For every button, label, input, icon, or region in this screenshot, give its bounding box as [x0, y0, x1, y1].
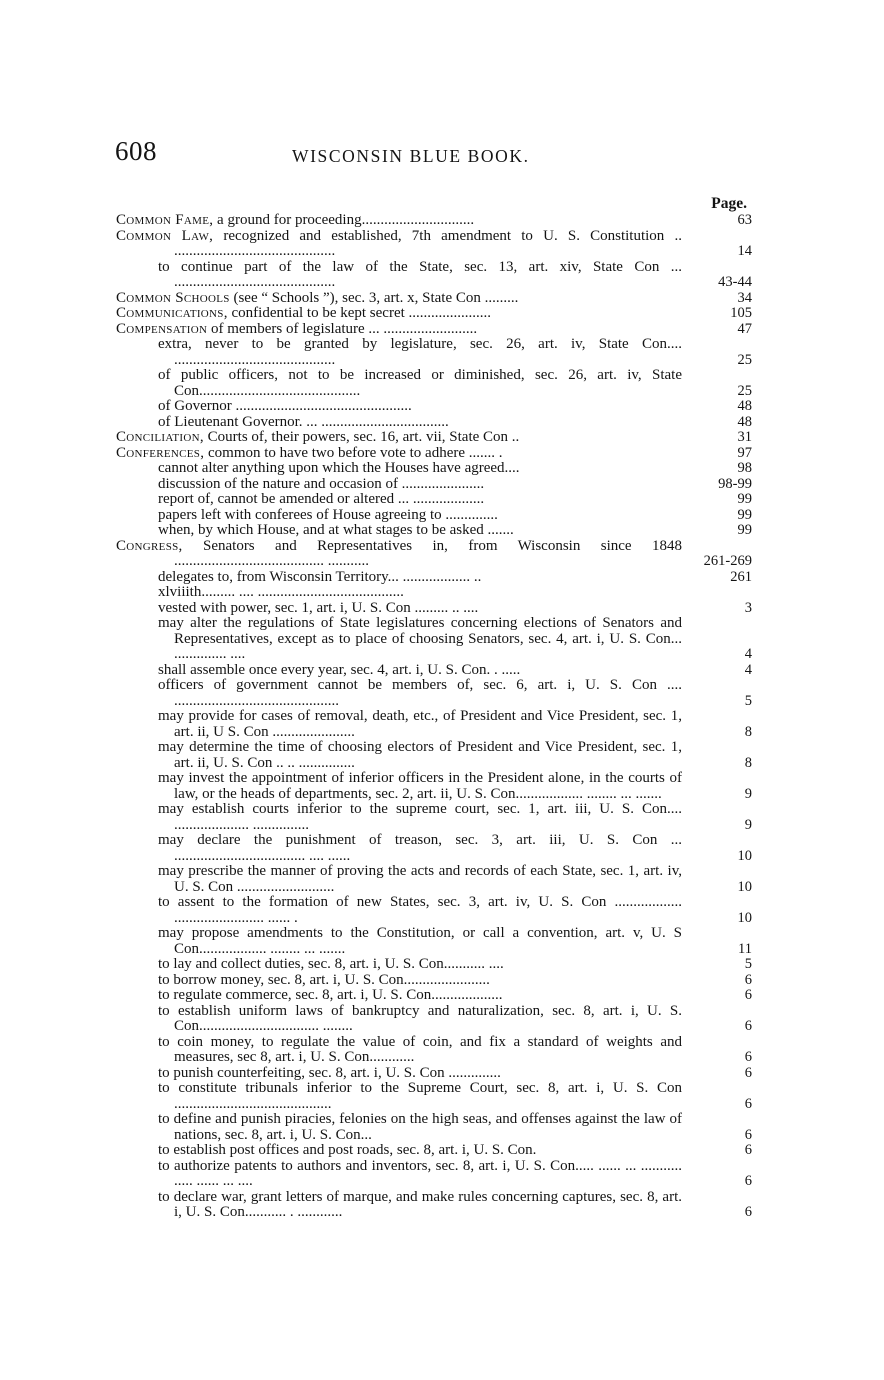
entry-text	[116, 1081, 682, 1112]
entry-page-ref: 98	[737, 460, 752, 476]
entry-page-ref: 14	[737, 243, 752, 259]
entry-description: may propose amendments to the Constitution, or call a convention, art. v, U. S Con.................. ........ ... .......	[158, 925, 682, 957]
entry-description: to regulate commerce, sec. 8, art. i, U. S. Con...................	[158, 987, 503, 1003]
entry-text	[116, 322, 682, 338]
index-subentry	[116, 1143, 752, 1159]
entry-page-ref: 25	[737, 351, 752, 368]
entry-description: to lay and collect duties, sec. 8, art. i, U. S. Con........... ....	[158, 956, 504, 972]
entry-text	[116, 585, 682, 601]
entry-text	[116, 1190, 682, 1221]
entry-description: delegates to, from Wisconsin Territory... .................. ..	[158, 568, 482, 585]
index-subentry	[116, 1112, 752, 1143]
entry-page-ref: 47	[737, 320, 752, 337]
index-entry	[116, 539, 752, 570]
entry-text	[116, 430, 682, 446]
entry-text	[116, 1066, 682, 1082]
entry-page-ref: 261-269	[703, 553, 752, 569]
entry-text	[116, 1143, 682, 1159]
entry-text	[116, 229, 682, 260]
entry-page-ref: 10	[737, 847, 752, 864]
index-subentry	[116, 833, 752, 864]
running-title: WISCONSIN BLUE BOOK.	[292, 146, 530, 166]
entry-description: to constitute tribunals inferior to the Supreme Court, sec. 8, art. i, U. S. Con ..........................................	[158, 1080, 682, 1112]
index-entries	[116, 213, 752, 1221]
entry-description: recognized and established, 7th amendment to U. S. Constitution .. ...........................................	[174, 227, 682, 259]
entry-page-ref: 5	[744, 692, 752, 709]
entry-term: Common Fame,	[116, 212, 214, 228]
entry-text	[116, 988, 682, 1004]
entry-description: cannot alter anything upon which the Houses have agreed....	[158, 460, 520, 476]
entry-description: to authorize patents to authors and inventors, sec. 8, art. i, U. S. Con..... ...... ... ........... ..... ...... ... ....	[158, 1157, 682, 1189]
entry-text	[116, 446, 682, 462]
index-subentry	[116, 973, 752, 989]
entry-description: to establish post offices and post roads, sec. 8, art. i, U. S. Con.	[158, 1142, 537, 1158]
entry-page-ref: 11	[738, 940, 752, 957]
entry-text	[116, 337, 682, 368]
entry-text	[116, 973, 682, 989]
entry-description: Courts of, their powers, sec. 16, art. vii, State Con ..	[203, 429, 520, 445]
entry-description: discussion of the nature and occasion of ......................	[158, 475, 485, 492]
entry-text	[116, 709, 682, 740]
entry-page-ref: 6	[744, 1126, 752, 1143]
entry-description: shall assemble once every year, sec. 4, art. i, U. S. Con. . .....	[158, 661, 521, 678]
index-section	[116, 194, 752, 1221]
index-subentry	[116, 461, 752, 477]
entry-term: Congress,	[116, 537, 183, 554]
index-subentry	[116, 616, 752, 663]
entry-description: xlviiith......... .... .......................................	[158, 584, 404, 600]
entry-text	[116, 1159, 682, 1190]
index-subentry	[116, 802, 752, 833]
index-subentry	[116, 1035, 752, 1066]
entry-text	[116, 926, 682, 957]
index-subentry	[116, 415, 752, 431]
entry-description: to define and punish piracies, felonies on the high seas, and offenses against the law of nations, sec. 8, art. i, U. S. Con...	[158, 1111, 682, 1143]
entry-text	[116, 1112, 682, 1143]
entry-description: when, by which House, and at what stages to be asked .......	[158, 522, 514, 538]
entry-description: extra, never to be granted by legislature, sec. 26, art. iv, State Con.... ...........................................	[158, 336, 682, 368]
index-subentry	[116, 1066, 752, 1082]
entry-description: common to have two before vote to adhere ....... .	[204, 444, 503, 461]
entry-page-ref: 99	[737, 491, 752, 507]
entry-page-ref: 8	[744, 754, 752, 771]
index-entry	[116, 291, 752, 307]
entry-page-ref: 48	[737, 413, 752, 430]
entry-description: to punish counterfeiting, sec. 8, art. i, U. S. Con ..............	[158, 1064, 501, 1081]
page-number: 608	[115, 136, 157, 166]
entry-page-ref: 31	[737, 429, 752, 445]
index-entry	[116, 306, 752, 322]
entry-page-ref: 99	[737, 522, 752, 538]
entry-page-ref: 6	[744, 1173, 752, 1189]
entry-page-ref: 105	[730, 305, 752, 321]
index-subentry	[116, 678, 752, 709]
entry-text	[116, 771, 682, 802]
index-subentry	[116, 477, 752, 493]
entry-page-ref: 6	[744, 1095, 752, 1112]
entry-text	[116, 1035, 682, 1066]
entry-page-ref: 6	[744, 987, 752, 1003]
entry-term: Common Schools	[116, 289, 230, 306]
entry-text	[116, 1004, 682, 1035]
entry-description: may determine the time of choosing electors of President and Vice President, sec. 1, art. ii, U. S. Con .. .. ...............	[158, 739, 682, 771]
entry-text	[116, 477, 682, 493]
entry-page-ref: 43-44	[718, 274, 752, 290]
entry-page-ref: 25	[737, 382, 752, 399]
entry-text	[116, 399, 682, 415]
entry-text	[116, 663, 682, 679]
entry-description: to declare war, grant letters of marque, and make rules concerning captures, sec. 8, art. i, U. S. Con........... . ............	[158, 1188, 682, 1220]
entry-description: confidential to be kept secret ......................	[227, 305, 492, 321]
index-entry	[116, 430, 752, 446]
entry-page-ref: 5	[744, 956, 752, 972]
entry-term: Compensation	[116, 320, 208, 337]
entry-description: to assent to the formation of new States, sec. 3, art. iv, U. S. Con .................. ........................ ...... .	[158, 894, 682, 926]
entry-text	[116, 601, 682, 617]
index-subentry	[116, 508, 752, 524]
entry-text	[116, 802, 682, 833]
entry-description: may alter the regulations of State legislatures concerning elections of Senators and Representatives, except as to place of choosing Senators, sec. 4, art. i, U. S. Con... .............. ....	[158, 615, 682, 662]
entry-description: may prescribe the manner of proving the acts and records of each State, sec. 1, art. iv, U. S. Con ..........................	[158, 863, 682, 895]
entry-text	[116, 833, 682, 864]
entry-description: papers left with conferees of House agreeing to ..............	[158, 506, 498, 523]
entry-page-ref: 9	[744, 816, 752, 833]
entry-page-ref: 10	[737, 878, 752, 895]
entry-page-ref: 10	[737, 909, 752, 926]
entry-text	[116, 864, 682, 895]
index-entry	[116, 446, 752, 462]
entry-page-ref: 6	[744, 1049, 752, 1065]
entry-text	[116, 895, 682, 926]
entry-description: to coin money, to regulate the value of coin, and fix a standard of weights and measures, sec 8, art. i, U. S. Con............	[158, 1033, 682, 1065]
index-subentry	[116, 663, 752, 679]
entry-page-ref: 97	[737, 444, 752, 461]
index-subentry	[116, 957, 752, 973]
entry-description: of Governor ...............................................	[158, 398, 412, 414]
index-subentry	[116, 1190, 752, 1221]
index-entry	[116, 229, 752, 260]
entry-term: Conciliation,	[116, 429, 204, 445]
entry-description: to continue part of the law of the State, sec. 13, art. xiv, State Con ... ...........................................	[158, 258, 682, 290]
index-subentry	[116, 864, 752, 895]
index-entry	[116, 213, 752, 229]
entry-description: of public officers, not to be increased or diminished, sec. 26, art. iv, State Con...........................................	[158, 367, 682, 399]
entry-page-ref: 261	[730, 568, 752, 585]
entry-text	[116, 740, 682, 771]
index-subentry	[116, 523, 752, 539]
entry-page-ref: 48	[737, 398, 752, 414]
entry-description: report of, cannot be amended or altered ... ...................	[158, 491, 485, 507]
index-subentry	[116, 601, 752, 617]
entry-page-ref: 63	[737, 212, 752, 228]
entry-page-ref: 6	[744, 1142, 752, 1158]
index-subentry	[116, 368, 752, 399]
entry-page-ref: 99	[737, 506, 752, 523]
index-subentry	[116, 492, 752, 508]
entry-text	[116, 415, 682, 431]
entry-page-ref: 3	[744, 599, 752, 616]
entry-page-ref: 6	[744, 1018, 752, 1034]
index-subentry	[116, 585, 752, 601]
entry-page-ref: 6	[744, 1064, 752, 1081]
entry-text	[116, 508, 682, 524]
index-subentry	[116, 709, 752, 740]
entry-page-ref: 6	[744, 971, 752, 988]
index-subentry	[116, 1159, 752, 1190]
entry-page-ref: 9	[744, 785, 752, 802]
entry-page-ref: 34	[737, 289, 752, 306]
index-subentry	[116, 399, 752, 415]
entry-page-ref: 98-99	[718, 475, 752, 492]
entry-text	[116, 616, 682, 663]
entry-description: a ground for proceeding..............................	[213, 212, 475, 228]
entry-page-ref: 6	[744, 1204, 752, 1220]
index-subentry	[116, 570, 752, 586]
entry-term: Communications,	[116, 305, 228, 321]
entry-description: may invest the appointment of inferior officers in the President alone, in the courts of law, or the heads of departments, sec. 2, art. ii, U. S. Con.................. ........ ... .......	[158, 770, 682, 802]
index-subentry	[116, 260, 752, 291]
index-subentry	[116, 895, 752, 926]
entry-text	[116, 260, 682, 291]
entry-page-ref: 8	[744, 723, 752, 740]
entry-text	[116, 957, 682, 973]
entry-description: may establish courts inferior to the supreme court, sec. 1, art. iii, U. S. Con.... .................... ...............	[158, 801, 682, 833]
entry-text	[116, 492, 682, 508]
entry-description: may declare the punishment of treason, sec. 3, art. iii, U. S. Con ... ................................... .... ......	[158, 832, 682, 864]
entry-description: vested with power, sec. 1, art. i, U. S. Con ......... .. ....	[158, 599, 479, 616]
entry-description: officers of government cannot be members of, sec. 6, art. i, U. S. Con .... ............................................	[158, 677, 682, 709]
index-subentry	[116, 988, 752, 1004]
index-entry	[116, 322, 752, 338]
entry-description: of members of legislature ... .........................	[207, 320, 478, 337]
entry-description: to borrow money, sec. 8, art. i, U. S. Con.......................	[158, 971, 490, 988]
entry-text	[116, 570, 682, 586]
entry-text	[116, 678, 682, 709]
page-column-header: Page.	[711, 195, 747, 212]
entry-description: may provide for cases of removal, death, etc., of President and Vice President, sec. 1, art. ii, U S. Con ......................	[158, 708, 682, 740]
index-subentry	[116, 1004, 752, 1035]
entry-page-ref: 4	[744, 661, 752, 678]
index-subentry	[116, 1081, 752, 1112]
entry-page-ref: 4	[744, 646, 752, 662]
entry-description: of Lieutenant Governor. ... ..................................	[158, 413, 449, 430]
entry-text	[116, 368, 682, 399]
entry-description: Senators and Representatives in, from Wisconsin since 1848 ........................................ ...........	[174, 537, 682, 569]
entry-text	[116, 461, 682, 477]
entry-term: Conferences,	[116, 444, 205, 461]
entry-text	[116, 523, 682, 539]
index-subentry	[116, 926, 752, 957]
entry-text	[116, 213, 682, 229]
entry-text	[116, 291, 682, 307]
entry-text	[116, 539, 682, 570]
index-subentry	[116, 740, 752, 771]
index-subentry	[116, 337, 752, 368]
index-subentry	[116, 771, 752, 802]
entry-description: to establish uniform laws of bankruptcy and naturalization, sec. 8, art. i, U. S. Con................................ ........	[158, 1002, 682, 1034]
entry-term: Common Law,	[116, 227, 214, 244]
entry-description: (see “ Schools ”), sec. 3, art. x, State Con .........	[229, 289, 519, 306]
entry-text	[116, 306, 682, 322]
